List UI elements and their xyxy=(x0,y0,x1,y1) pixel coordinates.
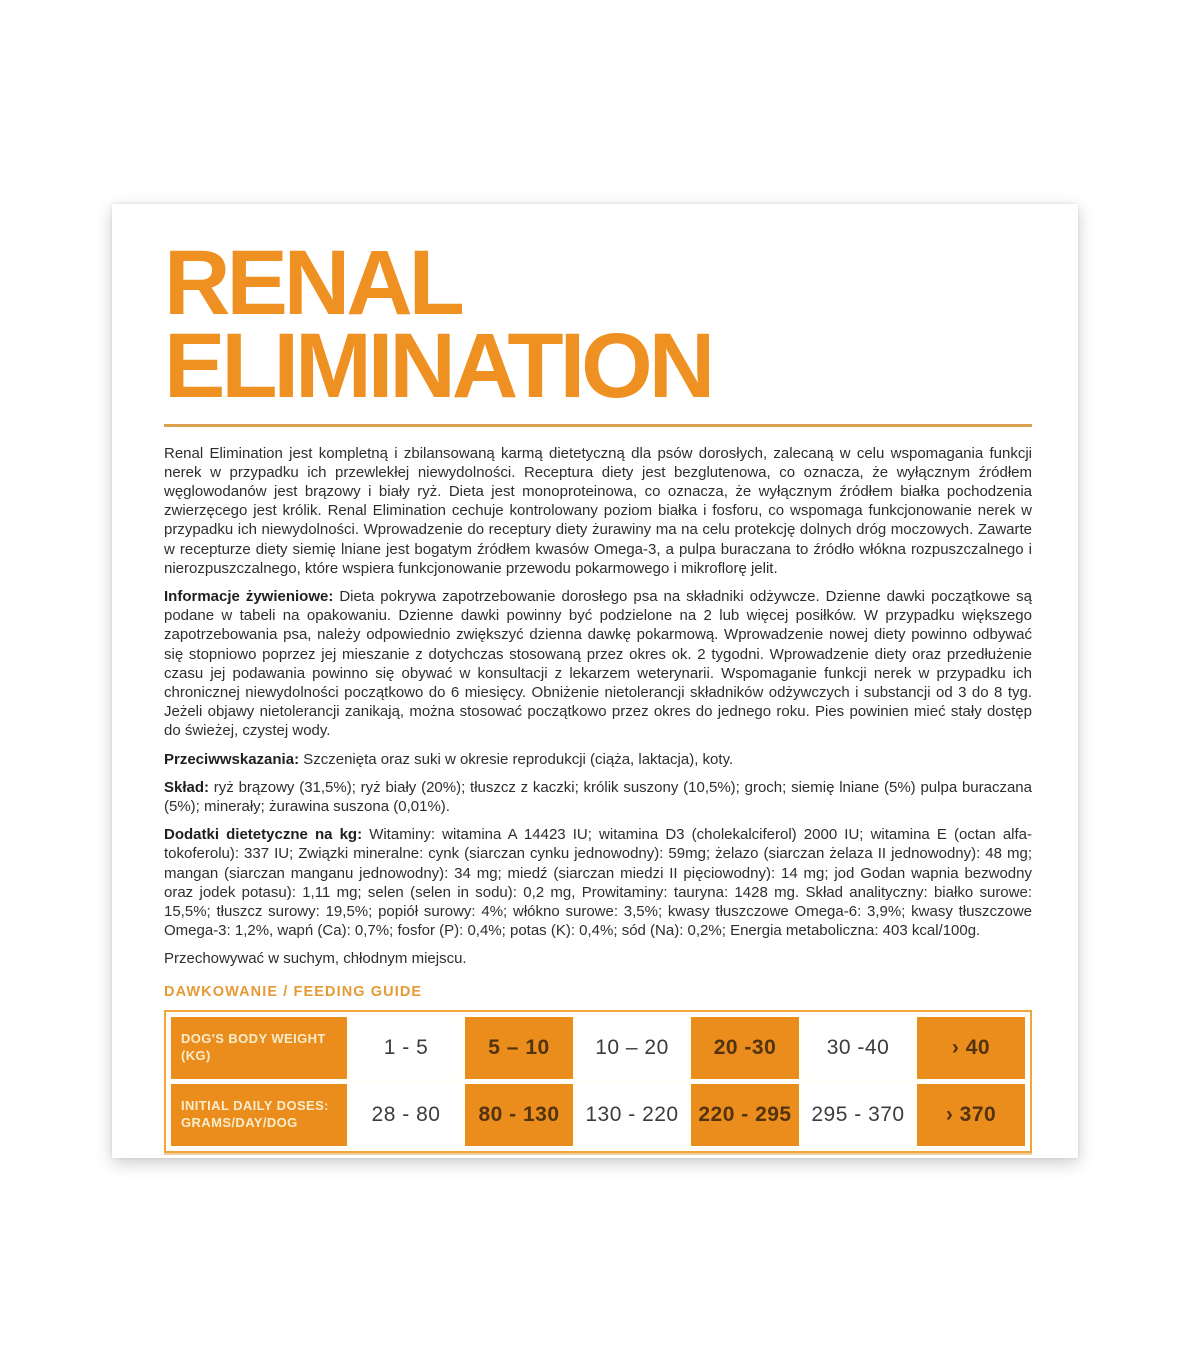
paragraph-lead: Przeciwwskazania: xyxy=(164,750,304,768)
paragraph-nutrition-info xyxy=(164,587,1032,741)
paragraph-dietary-additives xyxy=(164,825,1032,940)
paragraph-text: Dieta pokrywa zapotrzebowanie dorosłego psa na składniki odżywcze. Dzienne dawki początkowe są podane w tabeli na opakowaniu. Dzienne dawki powinny być podzielone na 2 lub więcej posiłków. W przypadku większego zapotrzebowania psa, należy odpowiednio zwiększyć dzienna dawkę pokarmową. Wprowadzenie nowej diety powinno odbywać się stopniowo poprzez jej mieszanie z dotychczas stosowaną przez okres ok. 2 tygodni. Wprowadzenie diety oraz przedłużenie czasu jej podawania powinno się obywać w konsultacji z lekarzem weterynarii. Wspomaganie funkcji nerek w przypadku ich chronicznej niewydolności początkowo do 6 miesięcy. Obniżenie nietolerancji składników odżywczych i substancji od 3 do 8 tyg. Jeżeli objawy nietolerancji zanikają, można stosować początkowo przez okres do jednego roku. Pies powinien mieć stały dostęp do świeżej, czystej wody. xyxy=(164,588,1032,740)
feeding-guide-section xyxy=(164,984,1032,1153)
table-cell-dose-2: 80 - 130 xyxy=(465,1084,573,1146)
product-title xyxy=(164,232,1032,417)
table-cell-weight-4: 20 -30 xyxy=(691,1017,799,1079)
description-section xyxy=(164,444,1032,969)
table-cell-weight-2: 5 – 10 xyxy=(465,1017,573,1079)
table-cell-weight-1: 1 - 5 xyxy=(352,1017,460,1079)
table-cell-dose-5: 295 - 370 xyxy=(804,1084,912,1146)
paragraph-text: ryż brązowy (31,5%); ryż biały (20%); tłuszcz z kaczki; królik suszony (10,5%); groch; siemię lniane (5%) pulpa buraczana (5%); minerały; żurawina suszona (0,01%). xyxy=(164,778,1032,816)
paragraph-lead: Skład: xyxy=(164,778,214,796)
table-cell-weight-6: › 40 xyxy=(917,1017,1025,1079)
feeding-guide-title: DAWKOWANIE / FEEDING GUIDE xyxy=(164,983,423,1000)
paragraph-text: Witaminy: witamina A 14423 IU; witamina D3 (cholekalciferol) 2000 IU; witamina E (octan alfa-tokoferolu): 337 IU; Związki mineralne: cynk (siarczan cynku jednowodny): 59mg; żelazo (siarczan żelaza II jednowodny): 48 mg; mangan (siarczan manganu jednowodny): 34 mg; miedź (siarczan miedzi II pięciowodny): 14 mg; jod Godan wapnia bezwodny oraz jodek potasu): 1,11 mg; selen (selen in sodu): 0,2 mg, Prowitaminy: tauryna: 1428 mg. Skład analityczny: białko surowe: 15,5%; tłuszcz surowy: 19,5%; popiół surowy: 4%; włókno surowe: 3,5%; kwasy tłuszczowe Omega-6: 3,9%; kwasy tłuszczowe Omega-3: 1,2%, wapń (Ca): 0,7%; fosfor (P): 0,4%; potas (K): 0,4%; sód (Na): 0,2%; Energia metaboliczna: 403 kcal/100g. xyxy=(164,826,1032,940)
paragraph-text: Przechowywać w suchym, chłodnym miejscu. xyxy=(164,950,467,968)
table-row-header-body-weight: DOG'S BODY WEIGHT (KG) xyxy=(171,1017,347,1079)
table-row-header-daily-doses: INITIAL DAILY DOSES: GRAMS/DAY/DOG xyxy=(171,1084,347,1146)
table-cell-weight-3: 10 – 20 xyxy=(578,1017,686,1079)
paragraph-contraindications xyxy=(164,750,1032,769)
feeding-guide-table xyxy=(164,1010,1032,1153)
paragraph-description xyxy=(164,444,1032,578)
title-line-1: RENAL xyxy=(164,232,461,334)
table-cell-weight-5: 30 -40 xyxy=(804,1017,912,1079)
title-line-2: ELIMINATION xyxy=(164,314,712,417)
paragraph-lead: Informacje żywieniowe: xyxy=(164,588,340,606)
paragraph-text: Szczenięta oraz suki w okresie reprodukcji (ciąża, laktacja), koty. xyxy=(303,750,734,768)
table-cell-dose-4: 220 - 295 xyxy=(691,1084,799,1146)
paragraph-storage xyxy=(164,949,1032,968)
table-cell-dose-3: 130 - 220 xyxy=(578,1084,686,1146)
paragraph-composition xyxy=(164,778,1032,816)
product-label-card xyxy=(112,204,1078,1158)
paragraph-lead: Dodatki dietetyczne na kg: xyxy=(164,826,370,844)
title-divider xyxy=(164,424,1032,427)
table-cell-dose-6: › 370 xyxy=(917,1084,1025,1146)
paragraph-text: Renal Elimination jest kompletną i zbilansowaną karmą dietetyczną dla psów dorosłych, zalecaną w celu wspomagania funkcji nerek w przypadku ich przewlekłej niewydolności. Receptura diety jest bezglutenowa, co oznacza, że wyłącznym źródłem węglowodanów jest brązowy i biały ryż. Dieta jest monoproteinowa, co oznacza, że wyłącznym źródłem białka pochodzenia zwierzęcego jest królik. Renal Elimination cechuje kontrolowany poziom białka i fosforu, co wspomaga funkcjonowanie nerek w przypadku ich niewydolności. Wprowadzenie do receptury diety żurawiny ma na celu protekcję dolnych dróg moczowych. Zawarte w recepturze diety siemię lniane jest bogatym źródłem kwasów Omega-3, a pulpa buraczana to źródło włókna rozpuszczalnego i nierozpuszczalnego, które wspiera funkcjonowanie przewodu pokarmowego i mikroflorę jelit. xyxy=(164,444,1032,577)
table-cell-dose-1: 28 - 80 xyxy=(352,1084,460,1146)
